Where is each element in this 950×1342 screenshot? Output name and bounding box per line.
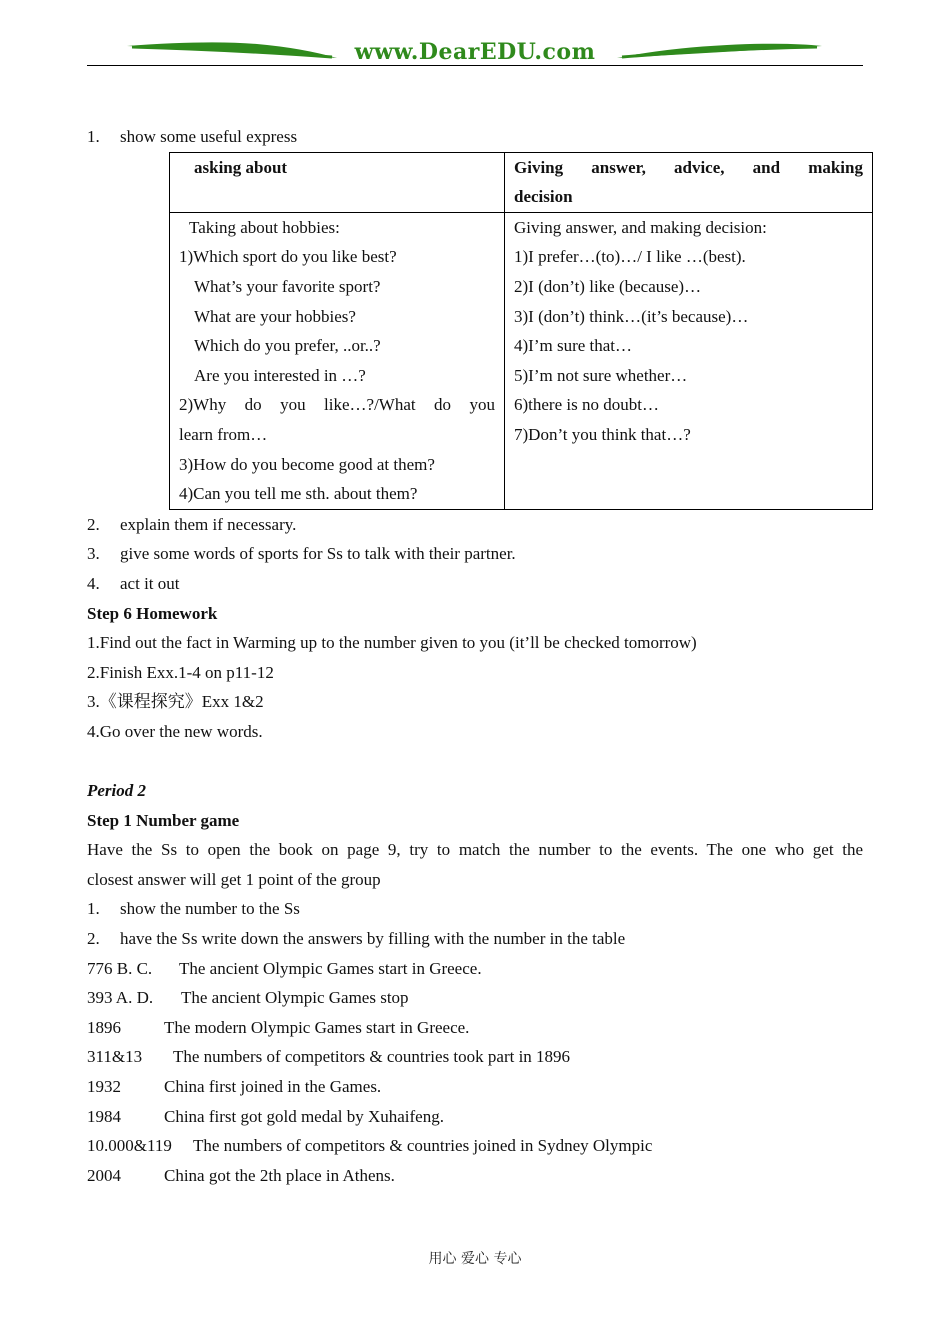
step6-heading: Step 6 Homework [87,603,218,623]
period-title: Period 2 [87,781,147,801]
list-item: 2. have the Ss write down the answers by filling with the number in the table [87,929,626,949]
page-footer: 用心 爱心 专心 [428,1251,522,1267]
event-row: 2004 China got the 2th place in Athens. [87,1165,395,1185]
homework-item: 2.Finish Exx.1-4 on p11-12 [87,662,274,682]
page-header [87,38,863,68]
homework-item: 3.《课程探究》Exx 1&2 [87,692,264,712]
homework-item: 1.Find out the fact in Warming up to the number given to you (it’ll be checked tomorrow) [87,633,697,653]
event-row: 10.000&119 The numbers of competitors & countries joined in Sydney Olympic [87,1136,653,1156]
event-row: 1932 China first joined in the Games. [87,1077,382,1096]
list-item: 1. show the number to the Ss [87,899,300,919]
site-logo-text[interactable]: www.DearEDU.com [354,39,596,65]
intro-line: closest answer will get 1 point of the group [87,869,381,889]
event-row: 1896 The modern Olympic Games start in Greece. [87,1017,470,1037]
document-body [87,122,863,1190]
header-divider [87,65,863,66]
list-item: 3. give some words of sports for Ss to talk with their partner. [87,544,516,564]
table-header-giving: Giving answer, advice, and making decision [505,152,873,212]
list-item: 1. show some useful express [87,127,298,146]
table-header-asking: asking about [170,152,505,212]
event-row: 776 B. C. The ancient Olympic Games start in Greece. [87,958,482,978]
homework-item: 4.Go over the new words. [87,721,263,741]
event-row: 1984 China first got gold medal by Xuhaifeng. [87,1106,444,1126]
table-cell-giving: Giving answer, and making decision: 1)I prefer…(to)…/ I like …(best). 2)I (don’t) like (because)… 3)I (don’t) think…(it’s because)… 4)I’m sure that… 5)I’m not sure whether… 6)there is no doubt… 7)Don’t you think that…? [505,212,873,509]
step1-heading: Step 1 Number game [87,810,240,830]
expressions-table [169,152,873,510]
list-item: 2. explain them if necessary. [87,514,297,534]
intro-line: Have the Ss to open the book on page 9, try to match the number to the events. The one who get the [87,840,863,860]
event-row: 311&13 The numbers of competitors & countries took part in 1896 [87,1047,571,1067]
list-item: 4. act it out [87,573,180,593]
table-cell-asking: Taking about hobbies: 1)Which sport do you like best? What’s your favorite sport? What are your hobbies? Which do you prefer, ..or..? Are you interested in …? 2)Why do you like…?/What do you learn from… 3)How do you become good at them? 4)Can you tell me sth. about them? [170,212,505,509]
event-row: 393 A. D. The ancient Olympic Games stop [87,988,409,1008]
spacer [87,746,863,776]
